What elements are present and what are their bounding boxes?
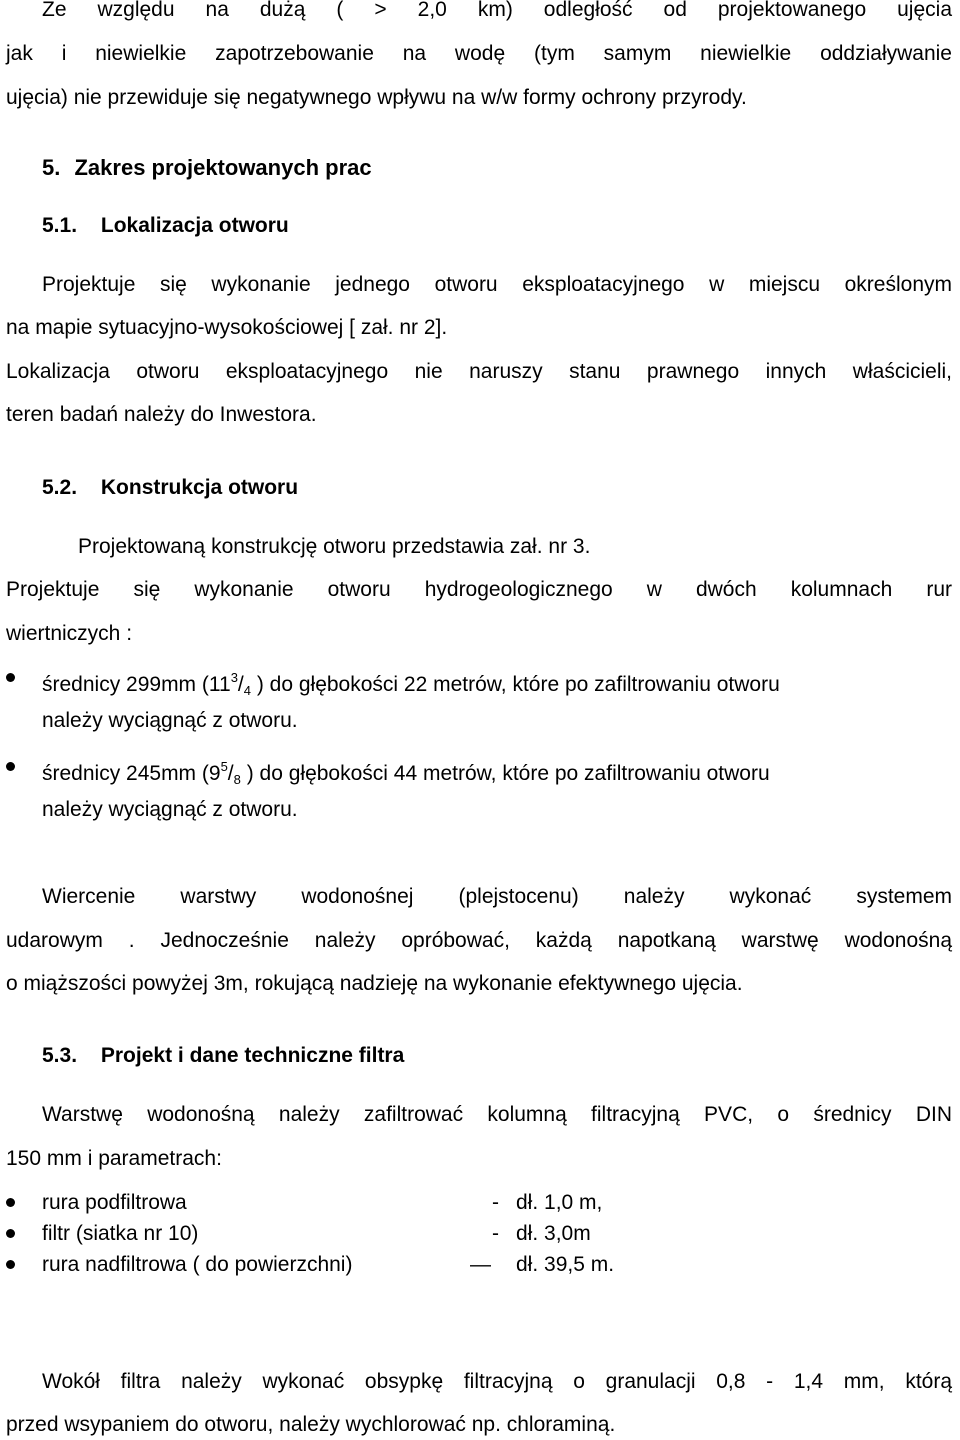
bullet-icon — [6, 673, 15, 682]
bullet-text-post: ) do głębokości 44 metrów, które po zafiltrowaniu otworu — [240, 762, 770, 785]
section-5-3-heading — [42, 1043, 952, 1069]
s52-bullet-1-cont: należy wyciągnąć z otworu. — [42, 709, 298, 732]
s52-line-3: wiertniczych : — [6, 622, 133, 645]
section-5-2-heading — [42, 475, 952, 501]
section-title: Konstrukcja otworu — [100, 476, 299, 499]
fraction-numerator: 3 — [230, 670, 238, 685]
bullet-icon — [6, 1229, 15, 1238]
param-dash: - — [492, 1222, 499, 1245]
s52-para-line-1: Wiercenie warstwy wodonośnej (plejstocenu) należy wykonać systemem — [42, 885, 952, 908]
s52-line-1: Projektowaną konstrukcję otworu przedstawia zał. nr 3. — [78, 535, 591, 558]
intro-line-2: jak i niewielkie zapotrzebowanie na wodę (tym samym niewielkie oddziaływanie — [6, 42, 952, 65]
section-5-heading — [42, 155, 952, 181]
fraction-denominator: 4 — [243, 683, 251, 698]
s52-bullet-2-cont: należy wyciągnąć z otworu. — [42, 798, 298, 821]
s52-bullet-2 — [42, 754, 954, 793]
fraction-slash: / — [237, 673, 244, 696]
param-value: dł. 1,0 m, — [516, 1191, 603, 1214]
section-number: 5. — [42, 155, 61, 180]
section-title: Lokalizacja otworu — [100, 214, 289, 237]
intro-line-1: Ze względu na dużą ( > 2,0 km) odległość od projektowanego ujęcia — [42, 0, 952, 21]
s53-line-2: 150 mm i parametrach: — [6, 1147, 222, 1170]
section-number: 5.2. — [42, 476, 78, 499]
s52-para-line-2: udarowym . Jednocześnie należy opróbować, każdą napotkaną warstwę wodonośną — [6, 929, 952, 952]
param-dash: - — [492, 1191, 499, 1214]
bullet-icon — [6, 1198, 15, 1207]
section-title: Zakres projektowanych prac — [74, 155, 372, 180]
param-name: rura podfiltrowa — [42, 1191, 187, 1214]
param-name: rura nadfiltrowa ( do powierzchni) — [42, 1253, 353, 1276]
bullet-text-pre: średnicy 245mm (9 — [42, 762, 221, 785]
s51-line-1: Projektuje się wykonanie jednego otworu eksploatacyjnego w miejscu określonym — [42, 273, 952, 296]
fraction-slash: / — [227, 762, 234, 785]
s52-line-2: Projektuje się wykonanie otworu hydrogeologicznego w dwóch kolumnach rur — [6, 578, 952, 601]
bullet-icon — [6, 1260, 15, 1269]
section-title: Projekt i dane techniczne filtra — [100, 1044, 405, 1067]
s52-para-line-3: o miąższości powyżej 3m, rokującą nadzieję na wykonanie efektywnego ujęcia. — [6, 972, 743, 995]
param-value: dł. 39,5 m. — [516, 1253, 615, 1276]
param-value: dł. 3,0m — [516, 1222, 591, 1245]
s53-gran-line-1: Wokół filtra należy wykonać obsypkę filtracyjną o granulacji 0,8 - 1,4 mm, którą — [42, 1370, 952, 1393]
s53-gran-line-2: przed wsypaniem do otworu, należy wychlorować np. chloraminą. — [6, 1413, 616, 1436]
bullet-text-pre: średnicy 299mm (11 — [42, 673, 231, 696]
bullet-text-post: ) do głębokości 22 metrów, które po zafiltrowaniu otworu — [251, 673, 780, 696]
s51-line-4: teren badań należy do Inwestora. — [6, 403, 317, 426]
section-number: 5.1. — [42, 214, 78, 237]
param-name: filtr (siatka nr 10) — [42, 1222, 199, 1245]
section-number: 5.3. — [42, 1044, 78, 1067]
fraction-denominator: 8 — [233, 772, 241, 787]
s51-line-2: na mapie sytuacyjno-wysokościowej [ zał. nr 2]. — [6, 316, 448, 339]
s53-line-1: Warstwę wodonośną należy zafiltrować kolumną filtracyjną PVC, o średnicy DIN — [42, 1103, 952, 1126]
s52-bullet-1 — [42, 665, 954, 704]
section-5-1-heading — [42, 213, 952, 239]
fraction-numerator: 5 — [220, 759, 228, 774]
intro-line-3: ujęcia) nie przewiduje się negatywnego wpływu na w/w formy ochrony przyrody. — [6, 86, 747, 109]
bullet-icon — [6, 762, 15, 771]
param-dash: — — [470, 1253, 491, 1276]
s51-line-3: Lokalizacja otworu eksploatacyjnego nie naruszy stanu prawnego innych właścicieli, — [6, 360, 952, 383]
